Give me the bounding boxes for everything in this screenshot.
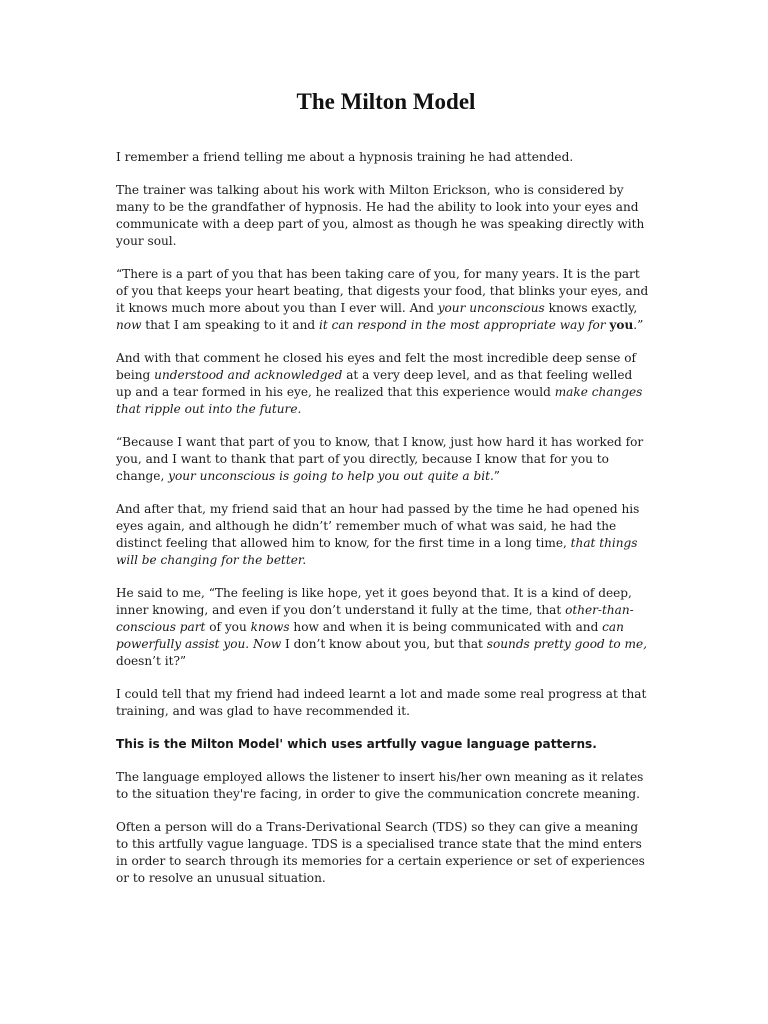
italic-text: your unconscious is going to help you out quite a bit. bbox=[168, 469, 494, 483]
text-line bbox=[116, 199, 656, 216]
paragraph bbox=[116, 819, 656, 887]
text-line bbox=[116, 350, 656, 367]
text-run: He said to me, “The feeling is like hope, yet it goes beyond that. It is a kind of deep, bbox=[116, 586, 632, 600]
italic-text: can bbox=[602, 620, 624, 634]
text-run: I don’t know about you, but that bbox=[281, 637, 487, 651]
paragraph bbox=[116, 434, 656, 485]
text-line bbox=[116, 836, 656, 853]
paragraph bbox=[116, 769, 656, 803]
italic-text: powerfully assist you. Now bbox=[116, 637, 282, 651]
text-line bbox=[116, 535, 656, 552]
italic-text: knows bbox=[250, 620, 290, 634]
paragraph bbox=[116, 266, 656, 334]
text-line bbox=[116, 769, 656, 786]
text-line bbox=[116, 216, 656, 233]
italic-text: sounds pretty good to me, bbox=[486, 637, 648, 651]
text-run: change, bbox=[116, 469, 169, 483]
text-line bbox=[116, 585, 656, 602]
text-run: The language employed allows the listener to insert his/her own meaning as it relates bbox=[116, 770, 644, 784]
italic-text: make changes bbox=[554, 385, 643, 399]
italic-text: your unconscious bbox=[437, 301, 545, 315]
text-line bbox=[116, 367, 656, 384]
text-line bbox=[116, 384, 656, 401]
text-run: And with that comment he closed his eyes and felt the most incredible deep sense of bbox=[116, 351, 637, 365]
text-run: And after that, my friend said that an hour had passed by the time he had opened his bbox=[116, 502, 640, 516]
italic-text: it can respond in the most appropriate way for bbox=[319, 318, 610, 332]
text-line bbox=[116, 786, 656, 803]
text-line bbox=[116, 870, 656, 887]
text-run: “Because I want that part of you to know, that I know, just how hard it has worked for bbox=[116, 435, 644, 449]
text-run: at a very deep level, and as that feeling welled bbox=[342, 368, 633, 382]
text-run: Often a person will do a Trans-Derivational Search (TDS) so they can give a meaning bbox=[116, 820, 639, 834]
text-line bbox=[116, 736, 656, 753]
italic-text: that ripple out into the future. bbox=[116, 402, 302, 416]
text-line bbox=[116, 853, 656, 870]
text-run: training, and was glad to have recommended it. bbox=[116, 704, 410, 718]
paragraph bbox=[116, 585, 656, 670]
paragraph bbox=[116, 686, 656, 720]
text-run: I remember a friend telling me about a hypnosis training he had attended. bbox=[116, 150, 574, 164]
text-line bbox=[116, 451, 656, 468]
text-line bbox=[116, 468, 656, 485]
bold-text: you bbox=[609, 318, 634, 332]
text-run: of you that keeps your heart beating, that digests your food, that blinks your eyes, and bbox=[116, 284, 649, 298]
text-run: communicate with a deep part of you, almost as though he was speaking directly with bbox=[116, 217, 645, 231]
text-run: being bbox=[116, 368, 155, 382]
text-line bbox=[116, 653, 656, 670]
italic-text: will be changing for the better. bbox=[116, 553, 307, 567]
paragraph bbox=[116, 501, 656, 569]
text-line bbox=[116, 686, 656, 703]
text-line bbox=[116, 266, 656, 283]
text-run: eyes again, and although he didn’t’ remember much of what was said, he had the bbox=[116, 519, 617, 533]
text-run: or to resolve an unusual situation. bbox=[116, 871, 326, 885]
italic-text: that things bbox=[570, 536, 638, 550]
document-title: The Milton Model bbox=[296, 89, 476, 114]
text-run: to the situation they're facing, in order to give the communication concrete meaning. bbox=[116, 787, 641, 801]
text-run: The trainer was talking about his work with Milton Erickson, who is considered by bbox=[116, 183, 624, 197]
text-run: of you bbox=[205, 620, 251, 634]
paragraph bbox=[116, 149, 656, 166]
text-line bbox=[116, 819, 656, 836]
text-run: “There is a part of you that has been taking care of you, for many years. It is the part bbox=[116, 267, 640, 281]
text-line bbox=[116, 233, 656, 250]
text-line bbox=[116, 619, 656, 636]
paragraph bbox=[116, 182, 656, 250]
text-run: up and a tear formed in his eye, he realized that this experience would bbox=[116, 385, 555, 399]
text-line bbox=[116, 518, 656, 535]
text-run: inner knowing, and even if you don’t understand it fully at the time, that bbox=[116, 603, 566, 617]
text-line bbox=[116, 283, 656, 300]
text-line bbox=[116, 501, 656, 518]
text-run: .” bbox=[633, 318, 644, 332]
text-run: distinct feeling that allowed him to know, for the first time in a long time, bbox=[116, 536, 571, 550]
text-run: ” bbox=[493, 469, 500, 483]
text-line bbox=[116, 636, 656, 653]
text-run: many to be the grandfather of hypnosis. He had the ability to look into your eyes and bbox=[116, 200, 639, 214]
italic-text: now bbox=[116, 318, 142, 332]
text-line bbox=[116, 317, 656, 334]
text-line bbox=[116, 149, 656, 166]
text-line bbox=[116, 434, 656, 451]
italic-text: conscious part bbox=[116, 620, 206, 634]
text-line bbox=[116, 182, 656, 199]
text-run: how and when it is being communicated with and bbox=[289, 620, 603, 634]
text-run: that I am speaking to it and bbox=[141, 318, 320, 332]
text-run: . bbox=[592, 737, 597, 751]
text-run: you, and I want to thank that part of you directly, because I know that for you to bbox=[116, 452, 609, 466]
text-run: to this artfully vague language. TDS is a specialised trance state that the mind enters bbox=[116, 837, 642, 851]
italic-text: other-than- bbox=[565, 603, 634, 617]
text-run: I could tell that my friend had indeed learnt a lot and made some real progress at that bbox=[116, 687, 647, 701]
document-body bbox=[116, 149, 656, 903]
text-line bbox=[116, 602, 656, 619]
text-run: it knows much more about you than I ever will. And bbox=[116, 301, 438, 315]
text-line bbox=[116, 703, 656, 720]
paragraph bbox=[116, 736, 656, 753]
text-run: knows exactly, bbox=[544, 301, 638, 315]
bold-text: This is the Milton Model' which uses artfully vague language patterns bbox=[116, 737, 593, 751]
text-run: doesn’t it?” bbox=[116, 654, 187, 668]
text-line bbox=[116, 401, 656, 418]
text-run: in order to search through its memories for a certain experience or set of experiences bbox=[116, 854, 645, 868]
paragraph bbox=[116, 350, 656, 418]
italic-text: understood and acknowledged bbox=[154, 368, 343, 382]
text-line bbox=[116, 300, 656, 317]
text-run: your soul. bbox=[116, 234, 177, 248]
text-line bbox=[116, 552, 656, 569]
